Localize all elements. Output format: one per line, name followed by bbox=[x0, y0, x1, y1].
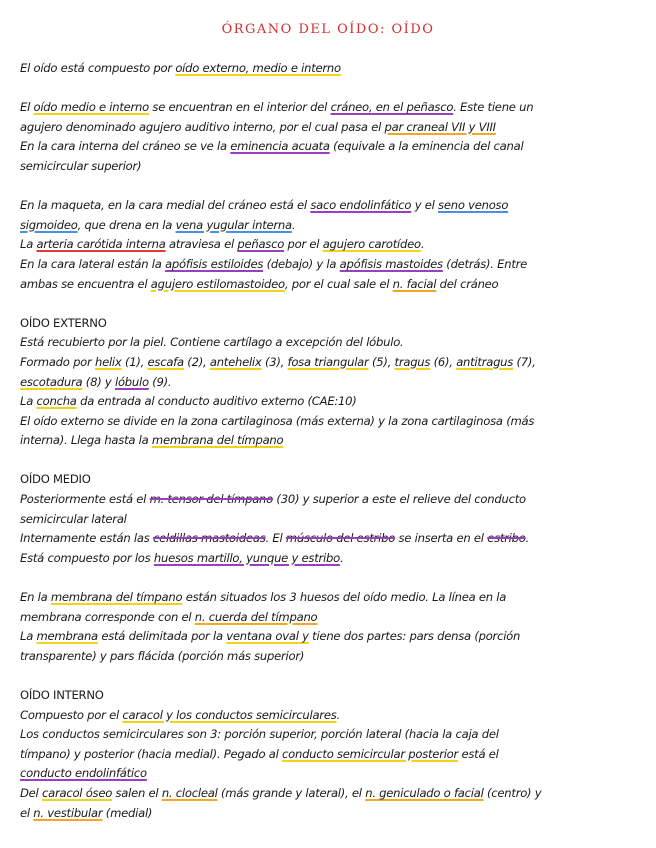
text-segment: del cráneo bbox=[436, 276, 499, 291]
highlighted-term: n. cuerda del tímpano bbox=[194, 609, 318, 624]
highlighted-term: escotadura bbox=[20, 374, 83, 389]
text-segment: (más grande y lateral), el bbox=[217, 785, 366, 800]
highlighted-term: peñasco bbox=[237, 237, 285, 252]
highlighted-term: conducto semicircular posterior bbox=[282, 746, 459, 761]
highlighted-term: ventana oval y bbox=[226, 629, 309, 644]
text-line bbox=[20, 725, 636, 745]
highlighted-term: membrana del tímpano bbox=[151, 433, 284, 448]
text-segment: En la cara lateral están la bbox=[20, 256, 166, 271]
text-segment: semicircular lateral bbox=[20, 511, 127, 526]
highlighted-term: conducto endolinfático bbox=[20, 766, 147, 781]
text-segment: . bbox=[291, 217, 296, 232]
text-segment: Compuesto por el bbox=[20, 707, 123, 722]
highlighted-term: membrana bbox=[36, 629, 98, 644]
text-line bbox=[20, 745, 636, 765]
highlighted-term: agujero carotídeo bbox=[322, 237, 421, 252]
highlighted-term: estribo bbox=[487, 531, 526, 546]
text-line bbox=[20, 353, 636, 373]
paragraph bbox=[20, 59, 636, 79]
highlighted-term: tragus bbox=[394, 354, 431, 369]
highlighted-term: antitragus bbox=[456, 354, 514, 369]
highlighted-term: escafa bbox=[147, 354, 184, 369]
text-segment: el bbox=[20, 805, 34, 820]
text-line bbox=[20, 157, 636, 177]
text-line bbox=[20, 59, 636, 79]
highlighted-term: seno venoso bbox=[438, 198, 509, 213]
text-line bbox=[20, 549, 636, 569]
text-segment: , por el cual sale el bbox=[284, 276, 393, 291]
text-segment: (debajo) y la bbox=[263, 256, 340, 271]
text-segment: . El bbox=[265, 531, 286, 546]
highlighted-term: n. facial bbox=[392, 276, 437, 291]
text-line bbox=[20, 627, 636, 647]
text-line bbox=[20, 314, 636, 334]
text-segment: La bbox=[20, 394, 37, 409]
section-heading: OÍDO EXTERNO bbox=[20, 315, 107, 330]
text-line bbox=[20, 333, 636, 353]
text-line bbox=[20, 275, 636, 295]
text-line bbox=[20, 431, 636, 451]
document-body bbox=[20, 59, 636, 823]
text-segment: se inserta en el bbox=[395, 531, 488, 546]
highlighted-term: cráneo, en el peñasco bbox=[330, 100, 454, 115]
paragraph bbox=[20, 98, 636, 176]
highlighted-term: oído medio e interno bbox=[33, 100, 149, 115]
text-segment: interna). Llega hasta la bbox=[20, 433, 152, 448]
text-segment: En la maqueta, en la cara medial del cráneo está el bbox=[20, 198, 311, 213]
text-segment: ambas se encuentra el bbox=[20, 276, 151, 291]
highlighted-term: n. geniculado o facial bbox=[365, 785, 484, 800]
text-segment: (equivale a la eminencia del canal bbox=[329, 139, 524, 154]
highlighted-term: agujero estilomastoideo bbox=[150, 276, 285, 291]
text-segment: está el bbox=[458, 746, 499, 761]
text-segment: membrana corresponde con el bbox=[20, 609, 195, 624]
text-segment: En la bbox=[20, 590, 51, 605]
text-segment: y el bbox=[411, 198, 439, 213]
text-segment: tímpano) y posterior (hacia medial). Pegado al bbox=[20, 746, 282, 761]
text-segment: La bbox=[20, 629, 37, 644]
text-segment: están situados los 3 huesos del oído medio. La línea en la bbox=[182, 590, 507, 605]
highlighted-term: antehelix bbox=[209, 354, 262, 369]
text-segment: . bbox=[339, 550, 344, 565]
text-segment: Internamente están las bbox=[20, 531, 153, 546]
highlighted-term: oído externo, medio e interno bbox=[175, 61, 341, 75]
text-line bbox=[20, 392, 636, 412]
highlighted-term: membrana del tímpano bbox=[50, 590, 183, 605]
highlighted-term: n. clocleal bbox=[161, 785, 218, 800]
text-segment: La bbox=[20, 237, 37, 252]
text-segment: agujero denominado agujero auditivo interno, por el cual pasa el bbox=[20, 119, 385, 134]
highlighted-term: celdillas mastoideas bbox=[152, 531, 266, 546]
highlighted-term: lóbulo bbox=[114, 374, 149, 389]
highlighted-term: huesos martillo, yunque y estribo bbox=[153, 550, 340, 565]
text-segment: (1), bbox=[121, 354, 148, 369]
highlighted-term: par craneal VII y VIII bbox=[384, 119, 496, 134]
text-line bbox=[20, 235, 636, 255]
text-line bbox=[20, 412, 636, 432]
section-heading: OÍDO INTERNO bbox=[20, 688, 104, 702]
paragraph bbox=[20, 196, 636, 294]
text-segment: (30) y superior a este el relieve del conducto bbox=[273, 492, 526, 507]
highlighted-term: músculo del estribo bbox=[285, 531, 396, 546]
text-segment: Está compuesto por los bbox=[20, 550, 154, 565]
text-line bbox=[20, 373, 636, 393]
text-line bbox=[20, 686, 636, 706]
text-segment: da entrada al conducto auditivo externo (CAE:10) bbox=[76, 394, 357, 409]
paragraph bbox=[20, 314, 636, 451]
text-segment: Los conductos semicirculares son 3: porción superior, porción lateral (hacia la caja del bbox=[20, 727, 499, 742]
text-segment: . bbox=[525, 531, 530, 546]
text-line bbox=[20, 255, 636, 275]
text-segment: (8) y bbox=[82, 374, 115, 389]
text-segment: Posteriormente está el bbox=[20, 492, 150, 507]
text-segment: El oído está compuesto por bbox=[20, 61, 176, 75]
paragraph bbox=[20, 470, 636, 568]
text-segment: semicircular superior) bbox=[20, 158, 142, 173]
text-segment: se encuentran en el interior del bbox=[149, 100, 331, 115]
text-line bbox=[20, 647, 636, 667]
text-line bbox=[20, 706, 636, 726]
highlighted-term: m. tensor del tímpano bbox=[149, 492, 273, 507]
highlighted-term: sigmoideo bbox=[20, 217, 78, 232]
text-segment: Del bbox=[20, 785, 42, 800]
text-segment: tiene dos partes: pars densa (porción bbox=[308, 629, 521, 644]
text-segment: (6), bbox=[430, 354, 457, 369]
text-line bbox=[20, 804, 636, 824]
text-segment: . Este tiene un bbox=[453, 100, 534, 115]
text-segment: En la cara interna del cráneo se ve la bbox=[20, 139, 231, 154]
text-segment: , que drena en la bbox=[77, 217, 176, 232]
text-line bbox=[20, 196, 636, 216]
highlighted-term: apófisis estiloides bbox=[165, 256, 264, 271]
text-segment: (7), bbox=[513, 354, 536, 369]
paragraph bbox=[20, 588, 636, 666]
text-segment: (9). bbox=[148, 374, 172, 389]
text-segment: . bbox=[336, 707, 340, 722]
text-segment: por el bbox=[284, 237, 323, 252]
text-line bbox=[20, 510, 636, 530]
text-segment: (5), bbox=[368, 354, 395, 369]
highlighted-term: apófisis mastoides bbox=[339, 256, 443, 271]
highlighted-term: arteria carótida interna bbox=[36, 237, 166, 252]
text-segment: (medial) bbox=[102, 805, 153, 820]
text-line bbox=[20, 216, 636, 236]
text-line bbox=[20, 137, 636, 157]
highlighted-term: n. vestibular bbox=[33, 805, 103, 820]
text-line bbox=[20, 98, 636, 118]
highlighted-term: caracol y los conductos semicirculares bbox=[122, 707, 337, 722]
text-segment: El oído externo se divide en la zona cartilaginosa (más externa) y la zona cartilaginosa (más bbox=[20, 413, 535, 428]
highlighted-term: concha bbox=[36, 394, 77, 409]
text-segment: (3), bbox=[261, 354, 288, 369]
highlighted-term: eminencia acuata bbox=[230, 139, 330, 154]
text-line bbox=[20, 470, 636, 490]
text-segment: atraviesa el bbox=[165, 237, 238, 252]
text-segment: El bbox=[20, 100, 34, 115]
text-segment: está delimitada por la bbox=[97, 629, 227, 644]
text-segment: Formado por bbox=[20, 354, 95, 369]
text-segment: transparente) y pars flácida (porción más superior) bbox=[20, 648, 305, 663]
highlighted-term: helix bbox=[94, 354, 122, 369]
text-segment: Está recubierto por la piel. Contiene cartílago a excepción del lóbulo. bbox=[20, 335, 404, 350]
text-segment: (centro) y bbox=[483, 785, 542, 800]
text-segment: salen el bbox=[112, 785, 162, 800]
text-line bbox=[20, 764, 636, 784]
text-line bbox=[20, 588, 636, 608]
text-line bbox=[20, 490, 636, 510]
paragraph bbox=[20, 686, 636, 823]
text-segment: (detrás). Entre bbox=[442, 256, 528, 271]
section-heading: OÍDO MEDIO bbox=[20, 472, 91, 487]
highlighted-term: caracol óseo bbox=[41, 785, 113, 800]
text-line bbox=[20, 529, 636, 549]
highlighted-term: fosa triangular bbox=[287, 354, 369, 369]
text-line bbox=[20, 608, 636, 628]
highlighted-term: vena yugular interna bbox=[175, 217, 292, 232]
text-segment: (2), bbox=[183, 354, 210, 369]
text-line bbox=[20, 118, 636, 138]
text-line bbox=[20, 784, 636, 804]
text-segment: . bbox=[420, 237, 425, 252]
page-title: ÓRGANO DEL OÍDO: OÍDO bbox=[221, 22, 435, 37]
highlighted-term: saco endolinfático bbox=[310, 198, 412, 213]
